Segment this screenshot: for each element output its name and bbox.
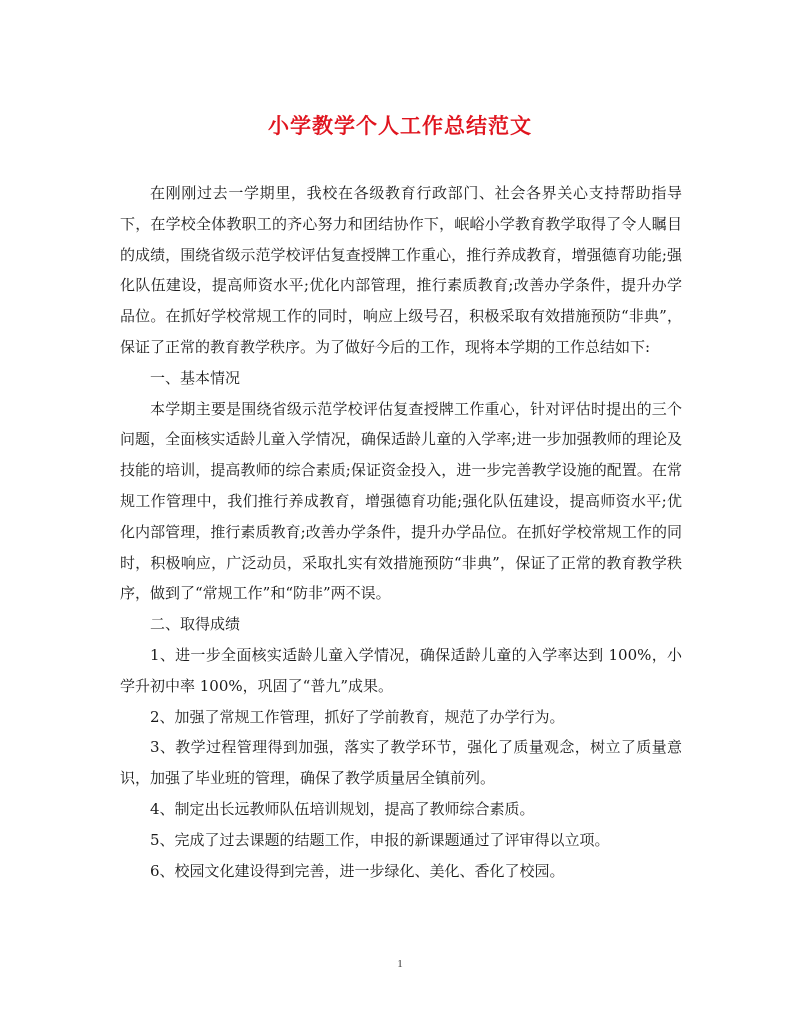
achievement-item: 4、制定出长远教师队伍培训规划，提高了教师综合素质。	[150, 799, 535, 818]
achievement-item: 6、校园文化建设得到完善，进一步绿化、美化、香化了校园。	[150, 861, 565, 880]
document-title: 小学教学个人工作总结范文	[268, 113, 532, 138]
achievement-item: 2、加强了常规工作管理，抓好了学前教育，规范了办学行为。	[150, 707, 565, 726]
achievement-item: 3、教学过程管理得到加强，落实了教学环节，强化了质量观念，树立了质量意识，加强了毕业班的管理，确保了教学质量居全镇前列。	[120, 738, 682, 788]
document-body	[120, 178, 682, 886]
basic-situation-paragraph: 本学期主要是围绕省级示范学校评估复查授牌工作重心，针对评估时提出的三个问题，全面核实适龄儿童入学情况，确保适龄儿童的入学率;进一步加强教师的理论及技能的培训，提高教师的综合素质;保证资金投入，进一步完善教学设施的配置。在常规工作管理中，我们推行养成教育，增强德育功能;强化队伍建设，提高师资水平;优化内部管理，推行素质教育;改善办学条件，提升办学品位。在抓好学校常规工作的同时，积极响应，广泛动员，采取扎实有效措施预防“非典”，保证了正常的教育教学秩序，做到了“常规工作”和“防非”两不误。	[120, 399, 682, 603]
achievement-item: 5、完成了过去课题的结题工作，申报的新课题通过了评审得以立项。	[150, 830, 610, 849]
achievement-item: 1、进一步全面核实适龄儿童入学情况，确保适龄儿童的入学率达到 100%，小学升初中率 100%，巩固了“普九”成果。	[120, 645, 682, 695]
section-heading-achievements: 二、取得成绩	[150, 615, 241, 634]
page-number: 1	[397, 958, 403, 970]
section-heading-basic: 一、基本情况	[150, 368, 241, 387]
intro-paragraph: 在刚刚过去一学期里，我校在各级教育行政部门、社会各界关心支持帮助指导下，在学校全体教职工的齐心努力和团结协作下，岷峪小学教育教学取得了令人瞩目的成绩，围绕省级示范学校评估复查授牌工作重心，推行养成教育，增强德育功能;强化队伍建设，提高师资水平;优化内部管理，推行素质教育;改善办学条件，提升办学品位。在抓好学校常规工作的同时，响应上级号召，积极采取有效措施预防“非典”，保证了正常的教育教学秩序。为了做好今后的工作，现将本学期的工作总结如下:	[120, 184, 682, 356]
